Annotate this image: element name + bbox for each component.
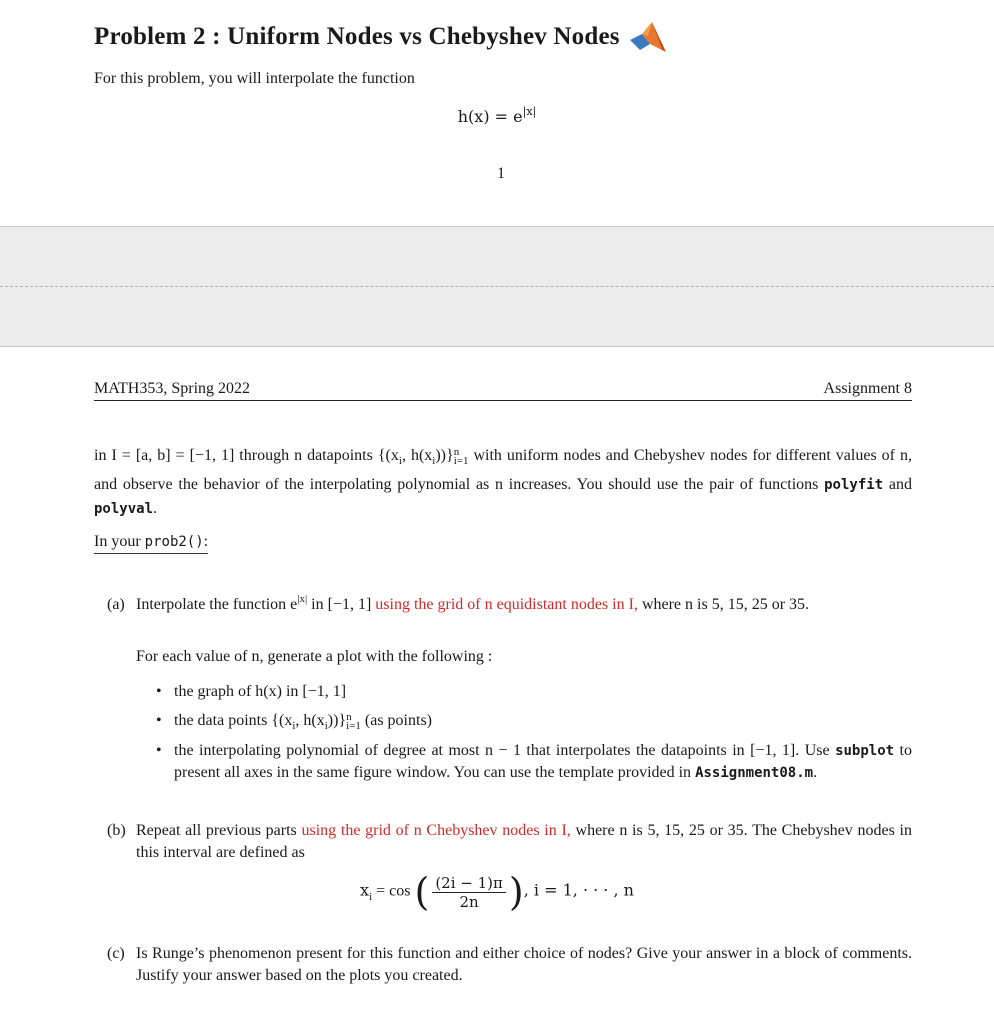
bullet-polynomial: • the interpolating polynomial of degree at most n − 1 that interpolates the datapoints in [−1, 1]. Use subplot to present all axes in the same figure window. You can use the template provided in Assignment08.m. bbox=[156, 742, 912, 781]
part-a-highlight: using the grid of n equidistant nodes in I, bbox=[375, 596, 638, 613]
course-label: MATH353, Spring 2022 bbox=[94, 380, 251, 397]
bullet-datapoints: • the data points {($x_i$, $h(x_i)$)} n i=1 (as points) bbox=[156, 711, 432, 733]
in-your-prob2-heading: In your prob2(): bbox=[94, 533, 208, 554]
matlab-logo-icon bbox=[628, 20, 668, 54]
page-gap bbox=[0, 226, 994, 347]
problem-title-row bbox=[94, 20, 668, 54]
page-number: 1 bbox=[497, 165, 505, 182]
part-b-label: (b) bbox=[107, 822, 126, 839]
problem-title: Problem 2 : Uniform Nodes vs Chebyshev Nodes bbox=[94, 23, 620, 50]
part-b bbox=[107, 820, 912, 864]
page-1-bottom bbox=[0, 0, 994, 226]
assignment-label: Assignment 8 bbox=[823, 380, 912, 397]
polyfit-code: polyfit bbox=[824, 477, 884, 494]
function-equation: $h(x) = e^{|x|}$ bbox=[457, 105, 537, 126]
intro-paragraph: in I = [a, b] = [−1, 1] through n datapoints {($x_i$, $h(x_i)$)} n i=1 with uniform nodes and Chebyshev nodes for different values of n, and observe the behavior of the interpolating polynomial as n increases. You should use the pair of functions polyfit and polyval. bbox=[94, 446, 913, 518]
polyval-code: polyval bbox=[94, 501, 154, 518]
part-a-text: Interpolate the function $e^{|x|}$ in [−1, 1] using the grid of n equidistant nodes in I, where n is 5, 15, 25 or 35. bbox=[136, 593, 810, 613]
page-header bbox=[94, 380, 912, 401]
part-c-label: (c) bbox=[107, 945, 125, 962]
part-c bbox=[107, 943, 912, 987]
chebyshev-equation: $x_i = \cos$ ( $\frac{(2i - 1)\pi}{2n}$ ), i = 1, · · · , n bbox=[360, 870, 634, 914]
template-file-code: Assignment08.m bbox=[695, 765, 814, 781]
part-a bbox=[107, 594, 912, 616]
bullet-graph: • the graph of h(x) in [−1, 1] bbox=[156, 683, 347, 700]
part-c-text: Is Runge’s phenomenon present for this function and either choice of nodes? Give your answer in a block of comments. Justify your answer based on the plots you created. bbox=[136, 945, 912, 984]
part-b-text: Repeat all previous parts using the grid of n Chebyshev nodes in I, where n is 5, 15, 25 or 35. The Chebyshev nodes in this interval are defined as bbox=[136, 822, 912, 861]
intro-text: For this problem, you will interpolate the function bbox=[94, 70, 415, 87]
part-b-highlight: using the grid of n Chebyshev nodes in I, bbox=[301, 822, 571, 839]
subplot-code: subplot bbox=[835, 743, 895, 759]
part-a-label: (a) bbox=[107, 596, 125, 613]
part-a-subtext: For each value of n, generate a plot with the following : bbox=[136, 648, 493, 665]
page-break-divider bbox=[0, 286, 994, 287]
